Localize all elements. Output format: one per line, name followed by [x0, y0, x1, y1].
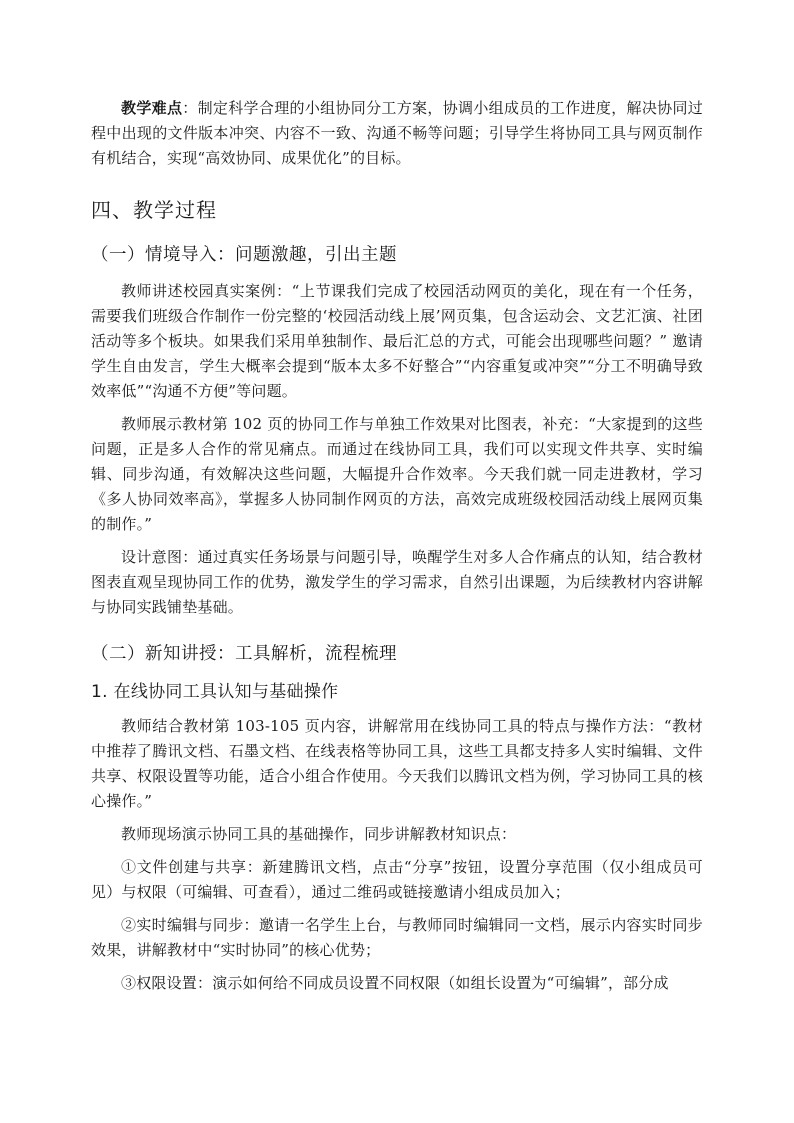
teaching-difficulty-label: 教学难点 [121, 99, 183, 117]
part-two-heading: （二）新知讲授：工具解析，流程梳理 [91, 644, 397, 664]
document-page [91, 96, 703, 1004]
subsection-one-step-3: ③权限设置：演示如何给不同成员设置不同权限（如组长设置为“可编辑”，部分成 [121, 974, 669, 992]
part-one-heading: （一）情境导入：问题激趣，引出主题 [91, 245, 397, 265]
subsection-one-step-2: ②实时编辑与同步：邀请一名学生上台，与教师同时编辑同一文档，展示内容实时同步效果，讲解教材中“实时协同”的核心优势； [91, 916, 703, 959]
subsection-one-heading: 1. 在线协同工具认知与基础操作 [91, 682, 339, 702]
section-four-heading: 四、教学过程 [91, 198, 217, 222]
part-one-paragraph-2: 教师展示教材第 102 页的协同工作与单独工作效果对比图表，补充：“大家提到的这些问题，正是多人合作的常见痛点。而通过在线协同工具，我们可以实现文件共享、实时编辑、同步沟通，有效解决这些问题，大幅提升合作效率。今天我们就一同走进教材，学习《多人协同效率高》，掌握多人协同制作网页的方法，高效完成班级校园活动线上展网页集的制作。” [91, 415, 703, 533]
part-one-design-intent: 设计意图：通过真实任务场景与问题引导，唤醒学生对多人合作痛点的认知，结合教材图表直观呈现协同工作的优势，激发学生的学习需求，自然引出课题，为后续教材内容讲解与协同实践铺垫基础。 [91, 548, 703, 616]
teaching-difficulty-text: ：制定科学合理的小组协同分工方案，协调小组成员的工作进度，解决协同过程中出现的文件版本冲突、内容不一致、沟通不畅等问题；引导学生将协同工具与网页制作有机结合，实现“高效协同、成果优化”的目标。 [91, 99, 703, 167]
teaching-difficulty-paragraph [91, 96, 703, 171]
subsection-one-paragraph-1: 教师结合教材第 103-105 页内容，讲解常用在线协同工具的特点与操作方法：“教材中推荐了腾讯文档、石墨文档、在线表格等协同工具，这些工具都支持多人实时编辑、文件共享、权限设置等功能，适合小组合作使用。今天我们以腾讯文档为例，学习协同工具的核心操作。” [91, 717, 703, 810]
subsection-one-paragraph-2: 教师现场演示协同工具的基础操作，同步讲解教材知识点： [121, 825, 517, 843]
subsection-one-step-1: ①文件创建与共享：新建腾讯文档，点击“分享”按钮，设置分享范围（仅小组成员可见）与权限（可编辑、可查看），通过二维码或链接邀请小组成员加入； [91, 858, 703, 901]
part-one-paragraph-1: 教师讲述校园真实案例：“上节课我们完成了校园活动网页的美化，现在有一个任务，需要我们班级合作制作一份完整的‘校园活动线上展’网页集，包含运动会、文艺汇演、社团活动等多个板块。如果我们采用单独制作、最后汇总的方式，可能会出现哪些问题？” 邀请学生自由发言，学生大概率会提到“版本太多不好整合”“内容重复或冲突”“分工不明确导致效率低”“沟通不方便”等问题。 [91, 282, 703, 400]
